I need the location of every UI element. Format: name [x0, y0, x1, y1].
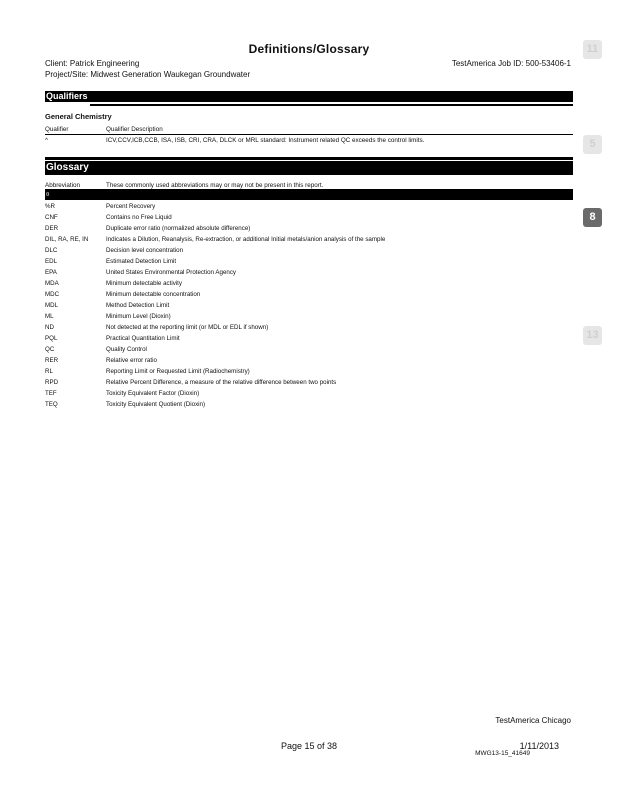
glossary-row-abbr: PQL [45, 335, 58, 342]
glossary-row [45, 214, 573, 225]
qualifier-column-header: Qualifier [45, 126, 69, 133]
glossary-row [45, 313, 573, 324]
abbreviation-description-header: These commonly used abbreviations may or may not be present in this report. [106, 182, 324, 189]
glossary-row-desc: Minimum detectable activity [106, 280, 182, 287]
glossary-row [45, 225, 573, 236]
qualifier-description: ICV,CCV,ICB,CCB, ISA, ISB, CRI, CRA, DLCK or MRL standard: Instrument related QC exceeds the control limits. [106, 137, 425, 144]
glossary-row [45, 346, 573, 357]
glossary-row [45, 379, 573, 390]
glossary-row-desc: Quality Control [106, 346, 147, 353]
glossary-row [45, 269, 573, 280]
glossary-row-abbr: MDA [45, 280, 59, 287]
glossary-row-desc: Percent Recovery [106, 203, 156, 210]
glossary-row-abbr: DER [45, 225, 59, 232]
glossary-row-desc: United States Environmental Protection Agency [106, 269, 237, 276]
footer-document-id: MWG13-15_41649 [475, 750, 530, 757]
glossary-section-bar [45, 161, 573, 175]
page-number: Page 15 of 38 [280, 741, 338, 751]
glossary-row [45, 401, 573, 412]
abbreviation-column-header: Abbreviation [45, 182, 81, 189]
glossary-row-abbr: ND [45, 324, 54, 331]
glossary-row-desc: Estimated Detection Limit [106, 258, 177, 265]
glossary-row-abbr: %R [45, 203, 55, 210]
glossary-row-abbr: TEQ [45, 401, 58, 408]
glossary-row-abbr: RL [45, 368, 53, 375]
footer-date: 1/11/2013 [519, 741, 559, 751]
glossary-row [45, 302, 573, 313]
glossary-row-desc: Listed under the "D" column to designate that the result is reported on a dry weight basis [106, 191, 353, 198]
glossary-row-abbr: MDL [45, 302, 59, 309]
glossary-row [45, 390, 573, 401]
glossary-row [45, 247, 573, 258]
general-chemistry-heading: General Chemistry [45, 112, 112, 121]
qualifier-description-header: Qualifier Description [106, 126, 163, 133]
glossary-row-desc: Minimum detectable concentration [106, 291, 201, 298]
glossary-row-abbr: DLC [45, 247, 58, 254]
section-tab-11[interactable]: 11 [583, 40, 602, 59]
glossary-row-desc: Reporting Limit or Requested Limit (Radiochemistry) [106, 368, 250, 375]
glossary-row-abbr: CNF [45, 214, 58, 221]
section-tab-13[interactable]: 13 [583, 326, 602, 345]
glossary-row-desc: Toxicity Equivalent Factor (Dioxin) [106, 390, 200, 397]
glossary-row [45, 357, 573, 368]
qualifier-code: ^ [45, 137, 48, 144]
glossary-row-abbr: MDC [45, 291, 60, 298]
glossary-row-desc: Toxicity Equivalent Quotient (Dioxin) [106, 401, 206, 408]
glossary-row-abbr: DIL, RA, RE, IN [45, 236, 89, 243]
glossary-row [45, 236, 573, 247]
glossary-row-desc: Minimum Level (Dioxin) [106, 313, 171, 320]
glossary-row-desc: Method Detection Limit [106, 302, 170, 309]
glossary-row [45, 368, 573, 379]
glossary-row [45, 335, 573, 346]
section-tab-8[interactable]: 8 [583, 208, 602, 227]
glossary-row-abbr: EDL [45, 258, 58, 265]
glossary-row-abbr: ML [45, 313, 54, 320]
glossary-row-desc: Relative Percent Difference, a measure of the relative difference between two points [106, 379, 337, 386]
glossary-row [45, 291, 573, 302]
qualifier-header-rule [45, 134, 573, 135]
glossary-row-abbr: EPA [45, 269, 57, 276]
glossary-row-abbr: RER [45, 357, 59, 364]
glossary-row-desc: Indicates a Dilution, Reanalysis, Re-extraction, or additional Initial metals/anion analysis of the sample [106, 236, 386, 243]
qualifiers-section-bar [45, 91, 573, 102]
qualifiers-section-title: Qualifiers [46, 91, 88, 101]
glossary-row-desc: Not detected at the reporting limit (or MDL or EDL if shown) [106, 324, 269, 331]
glossary-section-title: Glossary [46, 162, 89, 173]
glossary-top-bar [45, 157, 573, 160]
glossary-row-abbr: RPD [45, 379, 59, 386]
glossary-row-desc: Decision level concentration [106, 247, 184, 254]
glossary-row-desc: Relative error ratio [106, 357, 157, 364]
section-tab-5[interactable]: 5 [583, 135, 602, 154]
job-id: TestAmerica Job ID: 500-53406-1 [451, 59, 571, 68]
footer-lab-name: TestAmerica Chicago [495, 716, 571, 725]
glossary-row [45, 324, 573, 335]
glossary-row-desc: Duplicate error ratio (normalized absolute difference) [106, 225, 251, 232]
glossary-row-abbr: ¤ [46, 191, 50, 198]
glossary-row-abbr: QC [45, 346, 55, 353]
qualifiers-underline [90, 104, 573, 106]
glossary-row-desc: Contains no Free Liquid [106, 214, 172, 221]
glossary-row [45, 280, 573, 291]
glossary-row-desc: Practical Quantitation Limit [106, 335, 180, 342]
glossary-row-abbr: TEF [45, 390, 57, 397]
page-title: Definitions/Glossary [248, 42, 370, 56]
glossary-row [45, 258, 573, 269]
glossary-row [45, 203, 573, 214]
project-site: Project/Site: Midwest Generation Waukegan Groundwater [45, 70, 251, 79]
client-name: Client: Patrick Engineering [45, 59, 140, 68]
